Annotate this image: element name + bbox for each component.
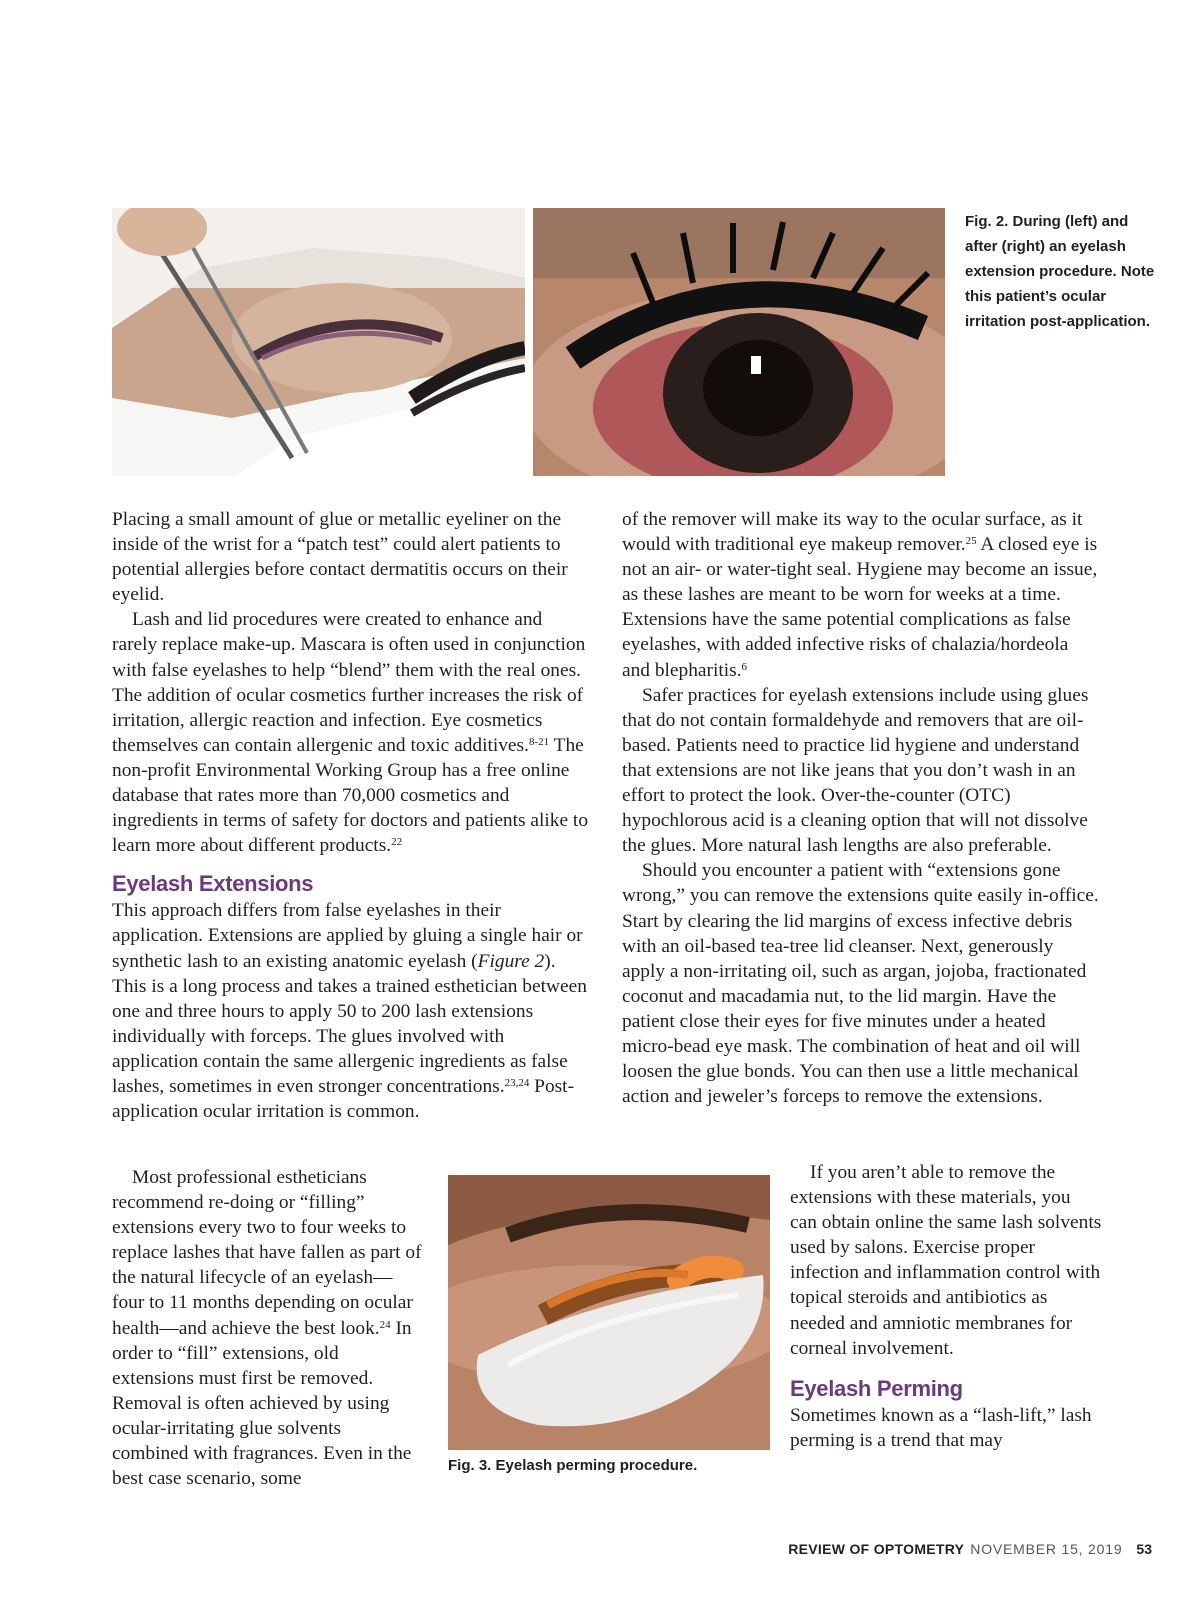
right-column-narrow [790, 1160, 1102, 1453]
figure-reference: Figure 2 [477, 950, 545, 972]
section-heading: Eyelash Extensions [112, 871, 314, 897]
paragraph: This approach differs from false eyelashes in their application. Extensions are applied by gluing a single hair or synthetic lash to an existing anatomic eyelash (Figure 2). This is a long process and takes a trained esthetician between one and three hours to apply 50 to 200 lash extensions individually with forceps. The glues involved with application contain the same allergenic ingredients as false lashes, sometimes in even stronger concentrations.$^{23,24}$ Post-application ocular irritation is common. [112, 900, 587, 1123]
right-column [622, 507, 1100, 1109]
paragraph: If you aren’t able to remove the extensions with these materials, you can obtain online the same lash solvents used by salons. Exercise proper infection and inflammation control with topical steroids and antibiotics as needed and amniotic membranes for corneal involvement. [790, 1162, 1102, 1359]
citation: 24 [379, 1318, 391, 1331]
page-number: 53 [1136, 1541, 1152, 1557]
paragraph: Sometimes known as a “lash-lift,” lash perming is a trend that may [790, 1404, 1092, 1451]
paragraph: Placing a small amount of glue or metallic eyeliner on the inside of the wrist for a “patch test” could alert patients to potential allergies before contact dermatitis occurs on their eyelid. [112, 509, 568, 606]
eyelash-perming-image [448, 1175, 770, 1450]
paragraph: Most professional estheticians recommend re-doing or “filling” extensions every two to four weeks to replace lashes that have fallen as part of the natural lifecycle of an eyelash—four to 11 months depending on ocular health—and achieve the best look.$^{24}$ In order to “fill” extensions, old extensions must first be removed. Removal is often achieved by using ocular-irritating glue solvents combined with fragrances. Even in the best case scenario, some [112, 1167, 422, 1490]
eyelash-extension-during-image [112, 208, 525, 476]
page-footer [788, 1541, 1152, 1557]
figure-2-caption: Fig. 2. During (left) and after (right) an eyelash extension procedure. Note this patient’s ocular irritation post-application. [965, 213, 1155, 330]
left-column-narrow [112, 1165, 422, 1491]
figure-3-caption: Fig. 3. Eyelash perming procedure. [448, 1457, 698, 1474]
paragraph: Safer practices for eyelash extensions include using glues that do not contain formaldehyde and removers that are oil-based. Patients need to practice lid hygiene and understand that extensions are not like jeans that you don’t wash in an effort to protect the look. Over-the-counter (OTC) hypochlorous acid is a cleaning option that will not dissolve the glues. More natural lash lengths are also preferable. [622, 684, 1089, 857]
figure-2-right-photo [533, 208, 945, 476]
citation: 6 [741, 660, 748, 673]
citation: 8-21 [528, 735, 550, 748]
citation: 25 [965, 535, 977, 548]
issue-date: NOVEMBER 15, 2019 [970, 1541, 1123, 1557]
paragraph: Lash and lid procedures were created to enhance and rarely replace make-up. Mascara is often used in conjunction with false eyelashes to help “blend” them with the real ones. The addition of ocular cosmetics further increases the risk of irritation, allergic reaction and infection. Eye cosmetics themselves can contain allergenic and toxic additives.$^{8-21}$ The non-profit Environmental Working Group has a free online database that rates more than 70,000 cosmetics and ingredients in terms of safety for doctors and patients alike to learn more about different products.$^{22}$ [112, 609, 589, 857]
citation: 23,24 [504, 1076, 530, 1089]
section-heading: Eyelash Perming [790, 1375, 963, 1401]
magazine-name: REVIEW OF OPTOMETRY [788, 1541, 965, 1557]
paragraph: of the remover will make its way to the ocular surface, as it would with traditional eye makeup remover.$^{25}$ A closed eye is not an air- or water-tight seal. Hygiene may become an issue, as these lashes are meant to be worn for weeks at a time. Extensions have the same potential complications as false eyelashes, with added infective risks of chalazia/hordeola and blepharitis.$^6$ [622, 509, 1098, 681]
eyelash-extension-after-image [533, 208, 945, 476]
left-column [112, 507, 592, 1124]
citation: 22 [391, 836, 403, 849]
figure-3-photo [448, 1175, 770, 1450]
paragraph: Should you encounter a patient with “extensions gone wrong,” you can remove the extensions quite easily in-office. Start by clearing the lid margins of excess infective debris with an oil-based tea-tree lid cleanser. Next, generously apply a non-irritating oil, such as argan, jojoba, fractionated coconut and macadamia nut, to the lid margin. Have the patient close their eyes for five minutes under a heated micro-bead eye mask. The combination of heat and oil will loosen the glue bonds. You can then use a little mechanical action and jeweler’s forceps to remove the extensions. [622, 860, 1099, 1108]
figure-2-left-photo [112, 208, 525, 476]
